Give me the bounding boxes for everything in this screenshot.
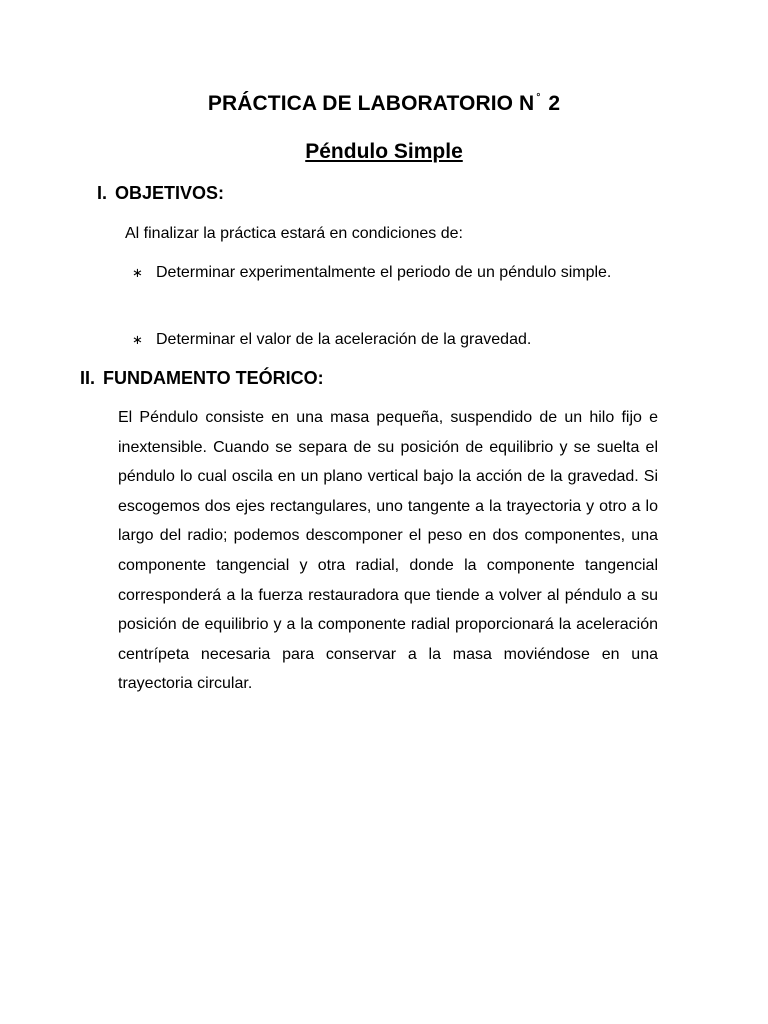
bullet-asterisk-icon: ∗	[132, 265, 143, 280]
section-number: II.	[80, 368, 96, 388]
list-item-text: Determinar experimentalmente el periodo de un péndulo simple.	[156, 264, 612, 281]
theory-paragraph: El Péndulo consiste en una masa pequeña, suspendido de un hilo fijo e inextensible. Cuando se separa de su posición de equilibrio y se suelta el péndulo lo cual oscila en un plano vertical bajo la acción de la gravedad. Si escogemos dos ejes rectangulares, uno tangente a la trayectoria y otro a lo largo del radio; podemos descomponer el peso en dos componentes, una componente tangencial y otra radial, donde la componente tangencial corresponderá a la fuerza restauradora que tiende a volver al péndulo a su posición de equilibrio y a la componente radial proporcionará la aceleración centrípeta necesaria para conservar a la masa moviéndose en una trayectoria circular.	[118, 409, 658, 693]
section-number: I.	[97, 183, 108, 203]
title-degree-sign: °	[536, 92, 541, 103]
list-item	[132, 258, 658, 287]
bullet-asterisk-icon: ∗	[132, 332, 143, 347]
title-text: PRÁCTICA DE LABORATORIO N	[207, 92, 535, 115]
section-title: OBJETIVOS:	[115, 183, 225, 203]
title-number: 2	[548, 92, 561, 115]
list-item	[132, 325, 658, 354]
page-subtitle: Péndulo Simple	[305, 140, 463, 163]
page-title	[0, 92, 768, 116]
list-item-text: Determinar el valor de la aceleración de la gravedad.	[156, 331, 532, 348]
objectives-intro: Al finalizar la práctica estará en condiciones de:	[125, 225, 463, 242]
section-title: FUNDAMENTO TEÓRICO:	[103, 368, 324, 388]
section-heading-fundamento	[80, 368, 324, 389]
section-heading-objetivos	[97, 183, 224, 204]
